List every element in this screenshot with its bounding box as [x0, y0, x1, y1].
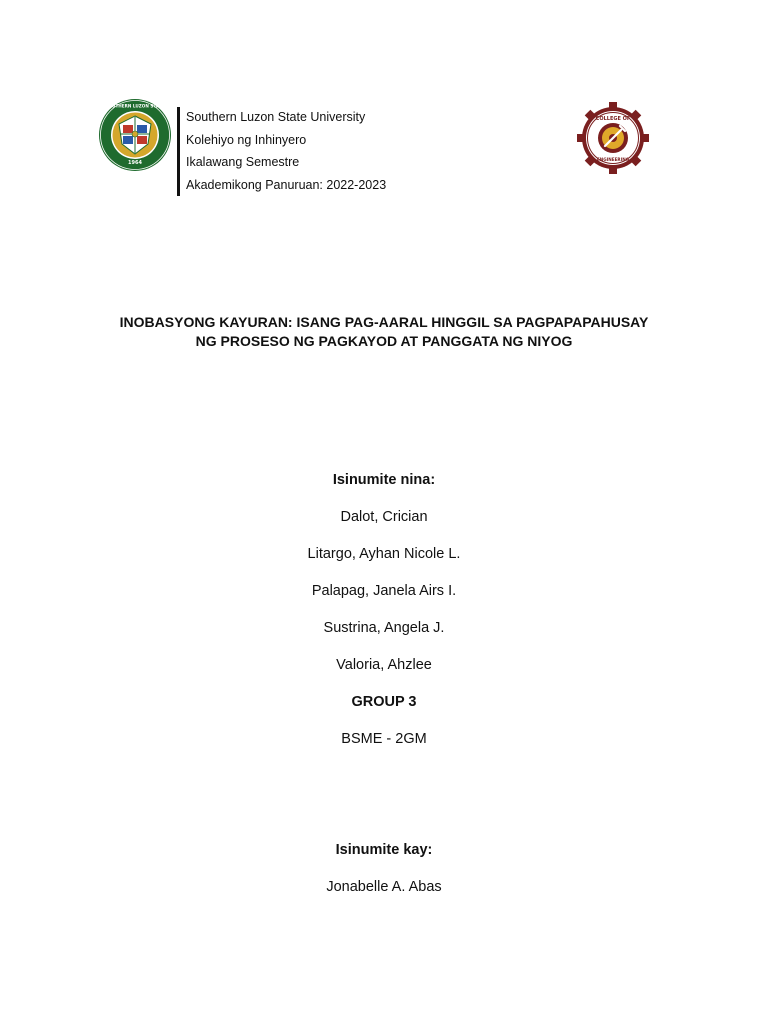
document-header [0, 0, 768, 210]
svg-text:1964: 1964 [128, 160, 142, 166]
svg-text:COLLEGE OF: COLLEGE OF [595, 116, 631, 122]
semester: Ikalawang Semestre [186, 155, 300, 169]
member-name: Palapag, Janela Airs I. [311, 583, 457, 599]
academic-year: Akademikong Panuruan: 2022-2023 [186, 177, 387, 192]
member-name: Litargo, Ayhan Nicole L. [307, 546, 461, 562]
submitted-by-heading: Isinumite nina: [332, 472, 436, 488]
institution-info [186, 106, 386, 196]
university-seal-logo [98, 98, 172, 172]
group-label: GROUP 3 [351, 694, 417, 710]
header-divider [177, 107, 180, 196]
svg-text:SOUTHERN LUZON STATE: SOUTHERN LUZON STATE [105, 103, 165, 109]
member-name: Dalot, Crician [340, 509, 428, 525]
member-name: Valoria, Ahzlee [336, 657, 432, 673]
college-seal-logo [576, 101, 650, 175]
member-name: Sustrina, Angela J. [323, 620, 445, 636]
section-label: BSME - 2GM [341, 731, 427, 747]
svg-text:ENGINEERING: ENGINEERING [596, 157, 630, 162]
college-name: Kolehiyo ng Inhinyero [186, 132, 307, 147]
instructor-name: Jonabelle A. Abas [326, 879, 442, 895]
submitted-to-heading: Isinumite kay: [335, 842, 433, 858]
research-title [0, 313, 768, 351]
university-name: Southern Luzon State University [186, 110, 366, 124]
title-line-1: INOBASYONG KAYURAN: ISANG PAG-AARAL HINGGIL SA PAGPAPAPAHUSAY [119, 314, 649, 330]
title-line-2: NG PROSESO NG PAGKAYOD AT PANGGATA NG NIYOG [195, 333, 573, 349]
